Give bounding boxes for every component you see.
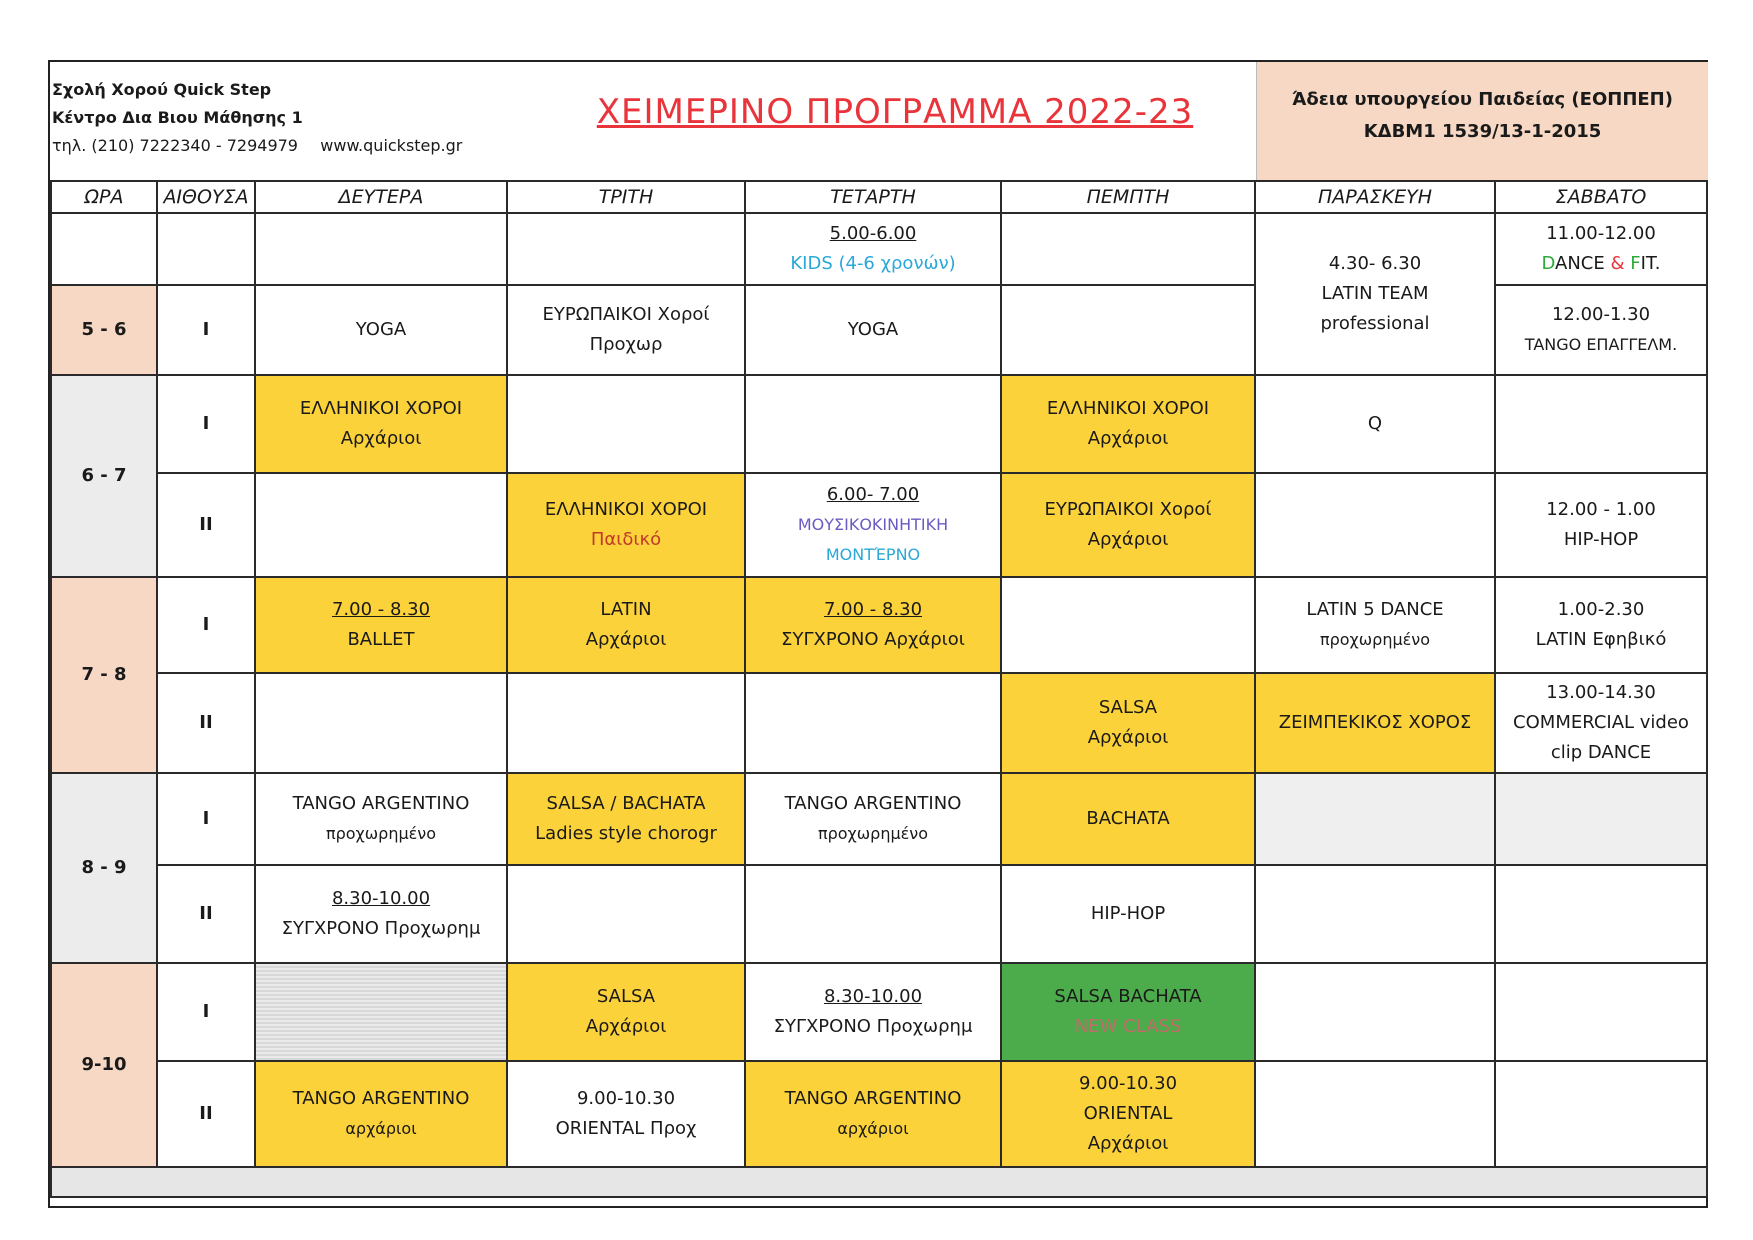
license-box (1256, 62, 1708, 180)
class-name: LATIN 5 DANCE (1306, 599, 1444, 620)
cell-empty (507, 375, 745, 473)
class-level: Παιδικό (590, 529, 662, 550)
class-name: SALSA (1098, 697, 1158, 718)
cell-empty (1001, 577, 1255, 673)
class-contemporary-advanced (745, 963, 1001, 1061)
cell-empty (1495, 375, 1707, 473)
table-row (51, 375, 1707, 473)
class-sub: ΜΟΝΤΈΡΝΟ (825, 545, 921, 564)
class-time: 13.00-14.30 (1546, 682, 1656, 703)
cell-empty (745, 375, 1001, 473)
class-yoga: YOGA (255, 285, 507, 375)
col-wednesday: ΤΕΤΑΡΤΗ (745, 181, 1001, 213)
class-latin-teen (1495, 577, 1707, 673)
class-name: ΣΥΓΧΡΟΝΟ Αρχάριοι (781, 629, 965, 650)
cell-empty (507, 213, 745, 285)
cell-empty (1001, 285, 1255, 375)
table-row (51, 773, 1707, 865)
class-time: 6.00- 7.00 (826, 484, 920, 505)
class-level: προχωρημένο (817, 824, 929, 843)
class-name: SALSA / BACHATA (546, 793, 706, 814)
cell-note: Q (1255, 375, 1495, 473)
footer-strip (51, 1167, 1707, 1197)
table-row (51, 577, 1707, 673)
class-level: professional (1320, 313, 1430, 334)
cell-empty (507, 673, 745, 773)
cell-empty (1255, 473, 1495, 577)
cell-empty (1495, 865, 1707, 963)
school-website: www.quickstep.gr (320, 136, 463, 155)
hour-cell: 9-10 (51, 963, 157, 1167)
room-cell: I (157, 285, 255, 375)
class-kids (745, 213, 1001, 285)
class-time: 11.00-12.00 (1546, 223, 1656, 244)
class-name: ORIENTAL (1083, 1103, 1173, 1124)
class-contemporary-advanced (255, 865, 507, 963)
table-row (51, 1061, 1707, 1167)
class-name: KIDS (4-6 χρονών) (790, 253, 956, 274)
class-name: LATIN TEAM (1321, 283, 1429, 304)
class-name: HIP-HOP (1563, 529, 1639, 550)
class-tango-advanced (745, 773, 1001, 865)
class-latin-team (1255, 213, 1495, 375)
class-name: ΕΥΡΩΠΑΙΚΟΙ Χοροί (1044, 499, 1212, 520)
header (50, 62, 1706, 182)
class-commercial (1495, 673, 1707, 773)
class-level: Αρχάριοι (340, 428, 422, 449)
table-row (51, 673, 1707, 773)
cell-empty (1001, 213, 1255, 285)
class-level: Αρχάριοι (585, 1016, 667, 1037)
class-time: 8.30-10.00 (823, 986, 923, 1007)
class-salsa-bachata-ladies (507, 773, 745, 865)
class-name: SALSA (596, 986, 656, 1007)
class-name: LATIN (600, 599, 652, 620)
room-cell: II (157, 473, 255, 577)
class-europ-beginners (1001, 473, 1255, 577)
class-time: 7.00 - 8.30 (331, 599, 431, 620)
school-info (50, 76, 532, 160)
class-name: ΕΥΡΩΠΑΙΚΟΙ Χοροί (542, 304, 710, 325)
class-level: προχωρημένο (325, 824, 437, 843)
col-thursday: ΠΕΜΠΤΗ (1001, 181, 1255, 213)
class-sub: NEW CLASS (1074, 1016, 1182, 1037)
class-tango-beginners (255, 1061, 507, 1167)
schedule-table (50, 180, 1708, 1198)
class-time: 7.00 - 8.30 (823, 599, 923, 620)
class-name: BALLET (347, 629, 415, 650)
class-greek-beginners (255, 375, 507, 473)
class-name: ORIENTAL Προχ (555, 1118, 697, 1139)
room-cell: II (157, 865, 255, 963)
class-level: Αρχάριοι (1087, 428, 1169, 449)
class-dance-fit (1495, 213, 1707, 285)
class-salsa-bachata-new (1001, 963, 1255, 1061)
page-title: ΧΕΙΜΕΡΙΝΟ ΠΡΟΓΡΑΜΜΑ 2022-23 (596, 92, 1194, 132)
room-cell-empty (157, 213, 255, 285)
class-name: TANGO ΕΠΑΓΓΕΛΜ. (1524, 335, 1678, 354)
school-center: Κέντρο Δια Βιου Μάθησης 1 (52, 108, 303, 127)
class-name: ΕΛΛΗΝΙΚΟΙ ΧΟΡΟΙ (544, 499, 708, 520)
school-contact (52, 132, 532, 160)
class-level: Αρχάριοι (1087, 529, 1169, 550)
cell-empty (1255, 773, 1495, 865)
cell-empty (507, 865, 745, 963)
class-latin-5dance (1255, 577, 1495, 673)
class-time: 12.00-1.30 (1551, 304, 1651, 325)
class-name: ΕΛΛΗΝΙΚΟΙ ΧΟΡΟΙ (1046, 398, 1210, 419)
col-tuesday: ΤΡΙΤΗ (507, 181, 745, 213)
class-ballet (255, 577, 507, 673)
cell-empty (1495, 963, 1707, 1061)
hour-cell: 6 - 7 (51, 375, 157, 577)
cell-empty (255, 673, 507, 773)
license-line-2: ΚΔΒΜ1 1539/13-1-2015 (1363, 121, 1602, 142)
cell-empty (1255, 1061, 1495, 1167)
class-sub: clip DANCE (1550, 742, 1652, 763)
hour-cell: 8 - 9 (51, 773, 157, 963)
class-latin-beginners (507, 577, 745, 673)
class-contemporary-beginners (745, 577, 1001, 673)
class-name: ΣΥΓΧΡΟΝΟ Προχωρημ (281, 918, 481, 939)
class-time: 9.00-10.30 (1078, 1073, 1178, 1094)
cell-empty (1495, 1061, 1707, 1167)
class-yoga: YOGA (745, 285, 1001, 375)
room-cell: I (157, 577, 255, 673)
room-cell: I (157, 963, 255, 1061)
class-modern (745, 473, 1001, 577)
hour-cell: 5 - 6 (51, 285, 157, 375)
class-zeibekiko: ΖΕΙΜΠΕΚΙΚΟΣ ΧΟΡΟΣ (1255, 673, 1495, 773)
class-time: 12.00 - 1.00 (1546, 499, 1656, 520)
class-name: SALSA BACHATA (1054, 986, 1202, 1007)
dance-fit-ance: ANCE (1555, 253, 1611, 274)
room-cell: I (157, 773, 255, 865)
class-oriental-beginners (1001, 1061, 1255, 1167)
class-tango-beginners (745, 1061, 1001, 1167)
cell-empty (745, 865, 1001, 963)
col-hour: ΩΡΑ (51, 181, 157, 213)
col-room: ΑΙΘΟΥΣΑ (157, 181, 255, 213)
dance-fit-f: F (1624, 253, 1641, 274)
class-name: ΜΟΥΣΙΚΟΚΙΝΗΤΙΚΗ (797, 515, 949, 534)
dance-fit-d: D (1541, 253, 1556, 274)
class-oriental-advanced (507, 1061, 745, 1167)
class-name: TANGO ARGENTINO (784, 1088, 962, 1109)
class-name: TANGO ARGENTINO (784, 793, 962, 814)
class-tango-pro (1495, 285, 1707, 375)
hour-cell-empty (51, 213, 157, 285)
class-name: LATIN Εφηβικό (1535, 629, 1667, 650)
class-time: 9.00-10.30 (576, 1088, 676, 1109)
school-phones: τηλ. (210) 7222340 - 7294979 (52, 136, 298, 155)
class-salsa-beginners (507, 963, 745, 1061)
cell-empty (745, 673, 1001, 773)
room-cell: I (157, 375, 255, 473)
class-hiphop: HIP-HOP (1001, 865, 1255, 963)
class-level: προχωρημένο (1319, 630, 1431, 649)
col-friday: ΠΑΡΑΣΚΕΥΗ (1255, 181, 1495, 213)
class-level: Προχωρ (589, 334, 663, 355)
hour-cell: 7 - 8 (51, 577, 157, 773)
cell-hatched (255, 963, 507, 1061)
license-line-1: Άδεια υπουργείου Παιδείας (ΕΟΠΠΕΠ) (1292, 89, 1673, 110)
cell-empty (1495, 773, 1707, 865)
class-time: 1.00-2.30 (1557, 599, 1645, 620)
class-name: TANGO ARGENTINO (292, 793, 470, 814)
col-saturday: ΣΑΒΒΑΤΟ (1495, 181, 1707, 213)
class-greek-beginners (1001, 375, 1255, 473)
class-bachata: BACHATA (1001, 773, 1255, 865)
class-time: 8.30-10.00 (331, 888, 431, 909)
class-name: ΣΥΓΧΡΟΝΟ Προχωρημ (773, 1016, 973, 1037)
class-level: αρχάριοι (837, 1119, 909, 1138)
class-name: ΕΛΛΗΝΙΚΟΙ ΧΟΡΟΙ (299, 398, 463, 419)
class-name: COMMERCIAL video (1513, 712, 1689, 733)
class-level: αρχάριοι (345, 1119, 417, 1138)
dance-fit-amp: & (1610, 253, 1625, 274)
footer-row (51, 1167, 1707, 1197)
class-level: Αρχάριοι (1087, 1133, 1169, 1154)
table-row (51, 963, 1707, 1061)
class-europ-adv (507, 285, 745, 375)
class-greek-kids (507, 473, 745, 577)
dance-fit-it: IT. (1640, 253, 1661, 274)
cell-empty (1255, 865, 1495, 963)
col-monday: ΔΕΥΤΕΡΑ (255, 181, 507, 213)
cell-empty (1255, 963, 1495, 1061)
class-hiphop (1495, 473, 1707, 577)
class-level: Ladies style chorogr (535, 823, 717, 844)
school-name: Σχολή Χορού Quick Step (52, 80, 272, 99)
class-time: 4.30- 6.30 (1328, 253, 1422, 274)
header-row (51, 181, 1707, 213)
class-salsa-beginners (1001, 673, 1255, 773)
schedule-sheet (48, 60, 1708, 1208)
table-row (51, 865, 1707, 963)
class-level: Αρχάριοι (1087, 727, 1169, 748)
class-name (1498, 249, 1704, 279)
table-row (51, 473, 1707, 577)
cell-empty (255, 473, 507, 577)
class-name: TANGO ARGENTINO (292, 1088, 470, 1109)
class-time: 5.00-6.00 (829, 223, 917, 244)
class-level: Αρχάριοι (585, 629, 667, 650)
table-row (51, 213, 1707, 285)
room-cell: II (157, 673, 255, 773)
class-tango-advanced (255, 773, 507, 865)
room-cell: II (157, 1061, 255, 1167)
cell-empty (255, 213, 507, 285)
